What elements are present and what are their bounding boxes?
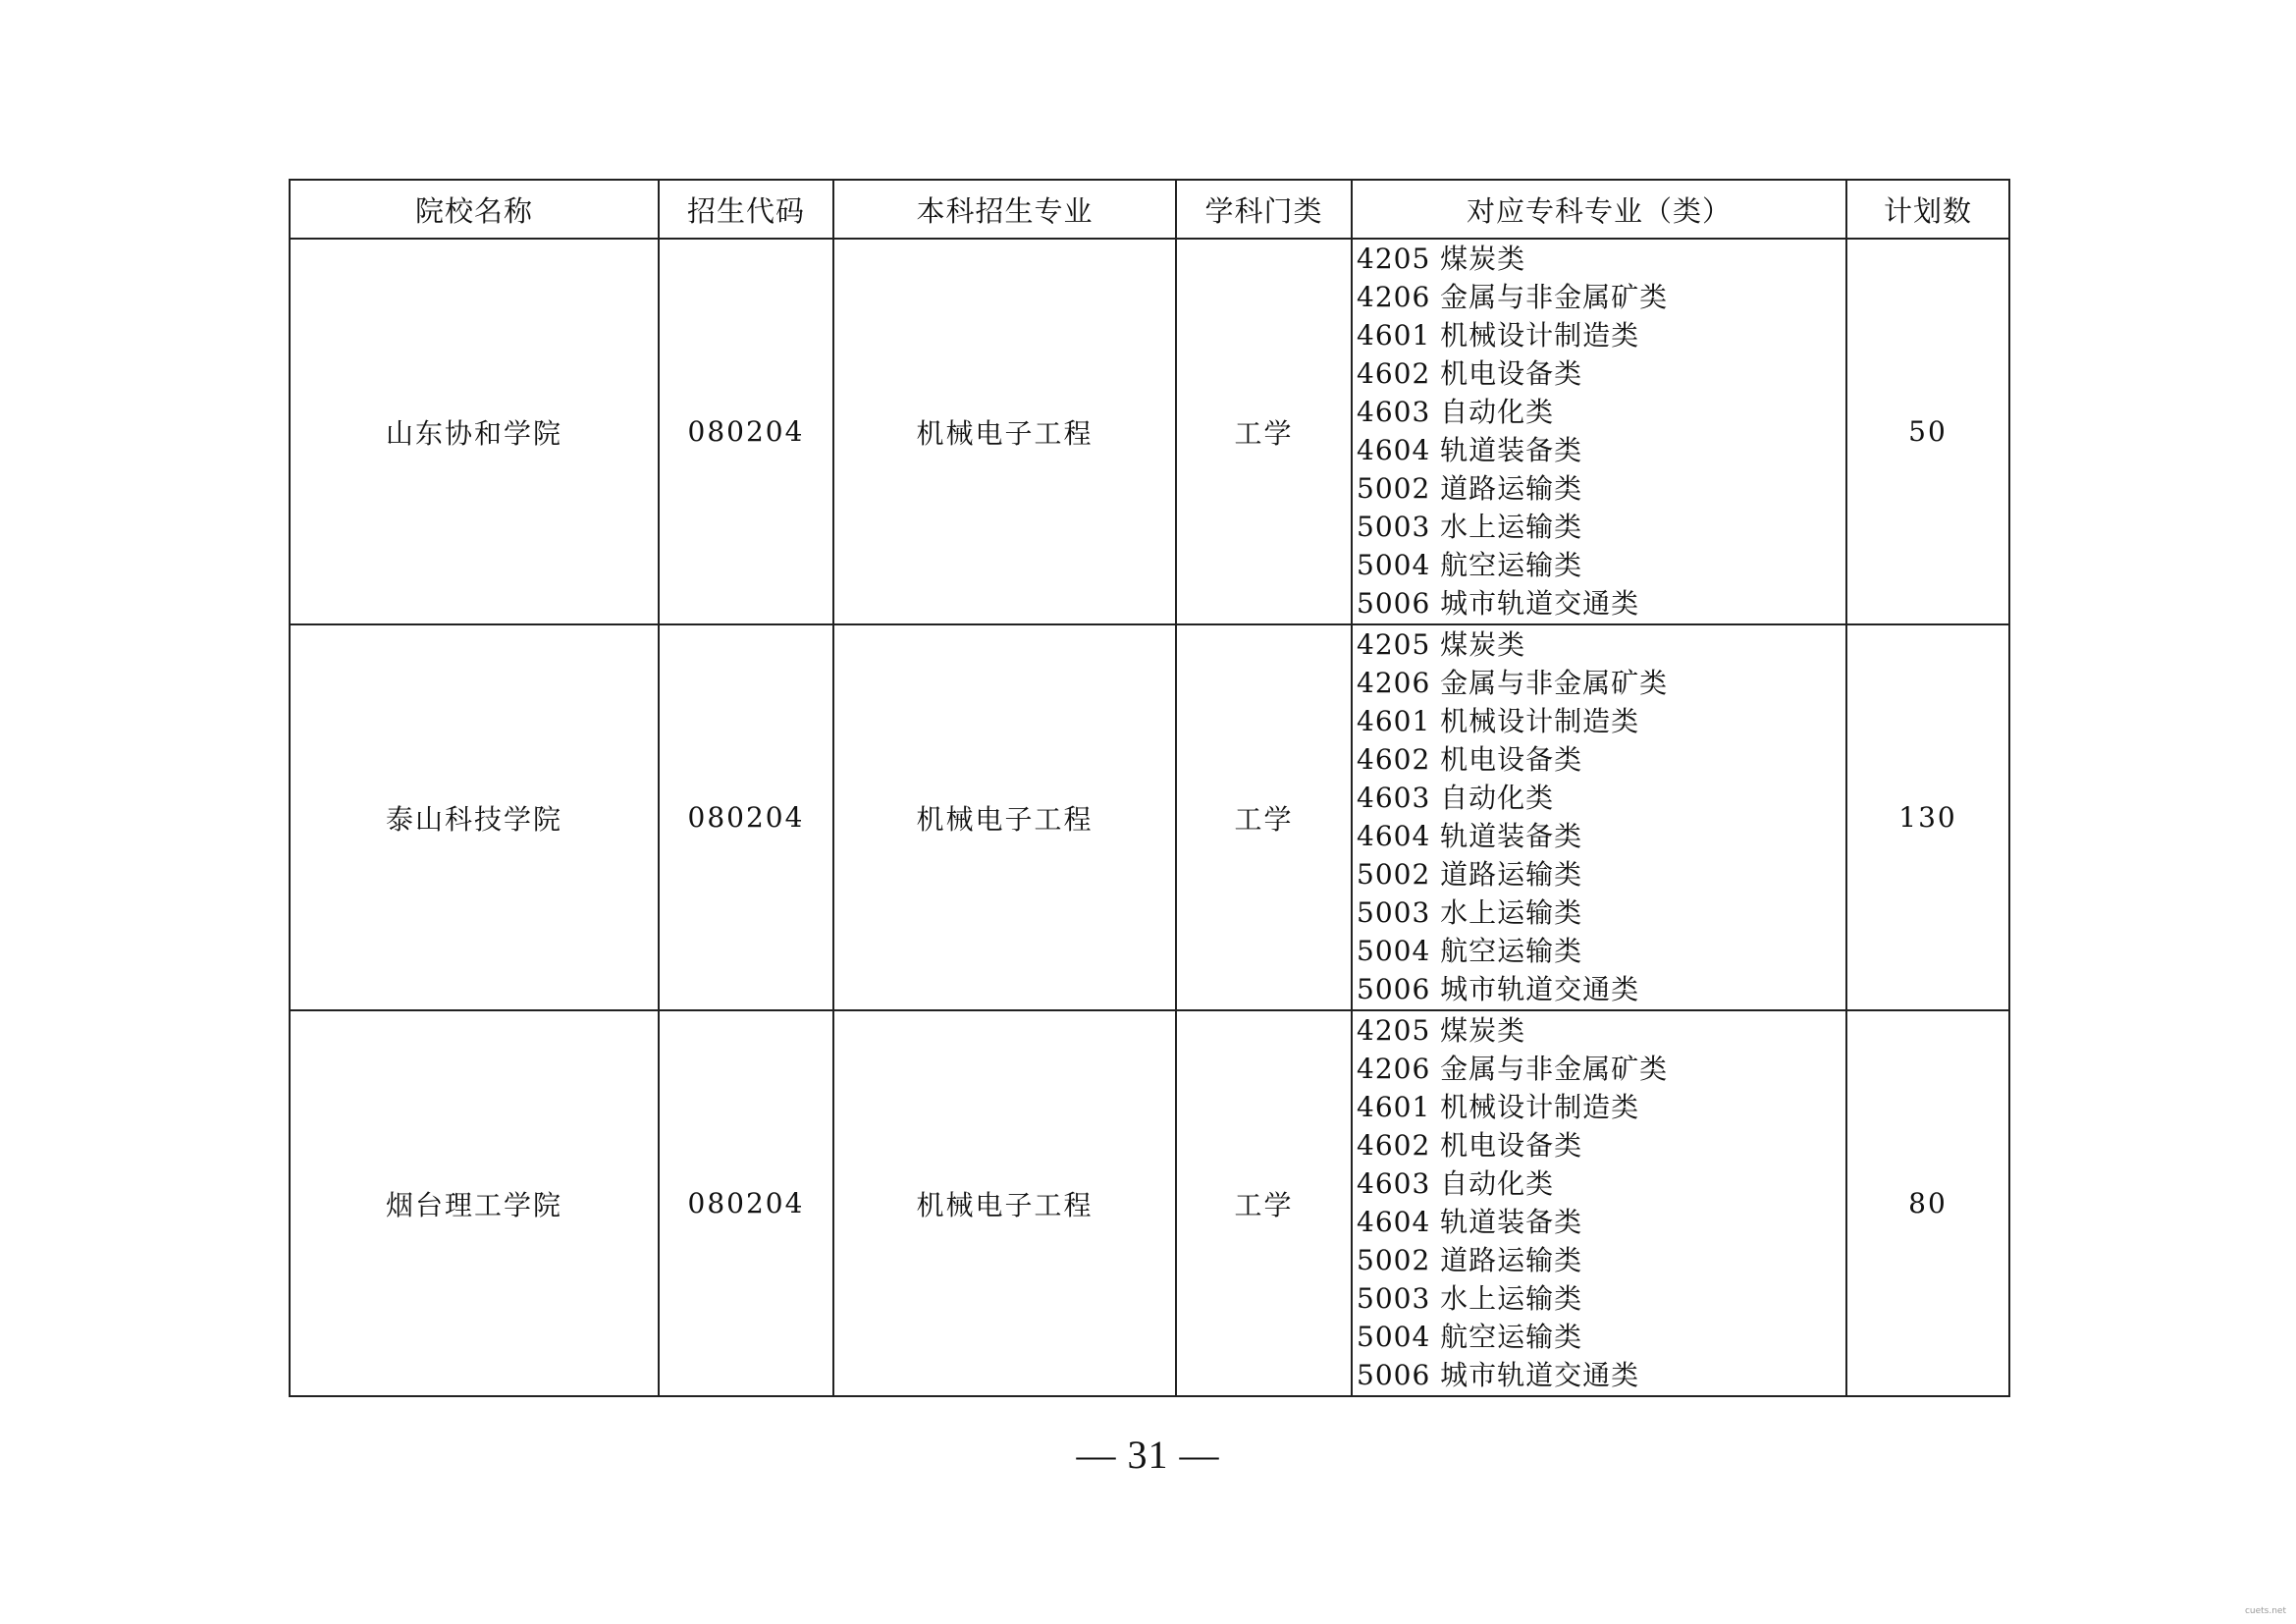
related-major-item: 4602 机电设备类 [1357, 1129, 1583, 1162]
header-major: 本科招生专业 [833, 180, 1176, 239]
related-major-item: 4206 金属与非金属矿类 [1357, 1053, 1669, 1085]
school-cell: 烟台理工学院 [290, 1010, 659, 1396]
related-major-item: 5006 城市轨道交通类 [1357, 587, 1640, 620]
category-cell: 工学 [1176, 239, 1352, 624]
related-major-item: 4604 轨道装备类 [1357, 434, 1583, 466]
related-major-item: 4601 机械设计制造类 [1357, 705, 1640, 737]
related-majors-cell [1352, 239, 1846, 624]
related-major-item: 5003 水上运输类 [1357, 896, 1583, 929]
header-related-majors: 对应专科专业（类） [1352, 180, 1846, 239]
related-major-item: 4205 煤炭类 [1357, 628, 1526, 661]
related-majors-cell [1352, 624, 1846, 1010]
related-major-item: 5002 道路运输类 [1357, 858, 1583, 891]
school-cell: 山东协和学院 [290, 239, 659, 624]
related-major-item: 4602 机电设备类 [1357, 357, 1583, 390]
table-row [290, 1010, 2009, 1396]
header-code: 招生代码 [659, 180, 833, 239]
watermark: cuets.net [2244, 1606, 2286, 1616]
related-major-item: 4602 机电设备类 [1357, 743, 1583, 776]
major-cell: 机械电子工程 [833, 239, 1176, 624]
related-major-item: 5006 城市轨道交通类 [1357, 973, 1640, 1005]
related-major-item: 5004 航空运输类 [1357, 1321, 1583, 1353]
major-cell: 机械电子工程 [833, 624, 1176, 1010]
header-category: 学科门类 [1176, 180, 1352, 239]
related-major-item: 5003 水上运输类 [1357, 511, 1583, 543]
plan-cell: 50 [1846, 239, 2009, 624]
plan-cell: 80 [1846, 1010, 2009, 1396]
header-plan: 计划数 [1846, 180, 2009, 239]
related-major-item: 4601 机械设计制造类 [1357, 1091, 1640, 1123]
related-major-item: 4603 自动化类 [1357, 1167, 1555, 1200]
related-major-item: 4603 自动化类 [1357, 396, 1555, 428]
related-major-item: 5004 航空运输类 [1357, 935, 1583, 967]
related-major-item: 5002 道路运输类 [1357, 472, 1583, 505]
code-cell: 080204 [659, 239, 833, 624]
related-major-item: 5003 水上运输类 [1357, 1282, 1583, 1315]
related-major-item: 4205 煤炭类 [1357, 243, 1526, 275]
related-major-item: 4601 机械设计制造类 [1357, 319, 1640, 352]
related-major-item: 4603 自动化类 [1357, 782, 1555, 814]
major-cell: 机械电子工程 [833, 1010, 1176, 1396]
code-cell: 080204 [659, 1010, 833, 1396]
table-row [290, 239, 2009, 624]
plan-cell: 130 [1846, 624, 2009, 1010]
related-major-item: 5002 道路运输类 [1357, 1244, 1583, 1276]
related-major-item: 4604 轨道装备类 [1357, 1206, 1583, 1238]
related-major-item: 4604 轨道装备类 [1357, 820, 1583, 852]
enrollment-plan-table [289, 179, 2010, 1397]
page-number: — 31 — [1076, 1433, 1220, 1477]
category-cell: 工学 [1176, 1010, 1352, 1396]
category-cell: 工学 [1176, 624, 1352, 1010]
related-major-item: 5004 航空运输类 [1357, 549, 1583, 581]
table-header-row [290, 180, 2009, 239]
related-major-item: 4205 煤炭类 [1357, 1014, 1526, 1047]
school-cell: 泰山科技学院 [290, 624, 659, 1010]
code-cell: 080204 [659, 624, 833, 1010]
table-row [290, 624, 2009, 1010]
related-major-item: 4206 金属与非金属矿类 [1357, 281, 1669, 313]
related-major-item: 4206 金属与非金属矿类 [1357, 667, 1669, 699]
related-majors-cell [1352, 1010, 1846, 1396]
header-school: 院校名称 [290, 180, 659, 239]
related-major-item: 5006 城市轨道交通类 [1357, 1359, 1640, 1391]
